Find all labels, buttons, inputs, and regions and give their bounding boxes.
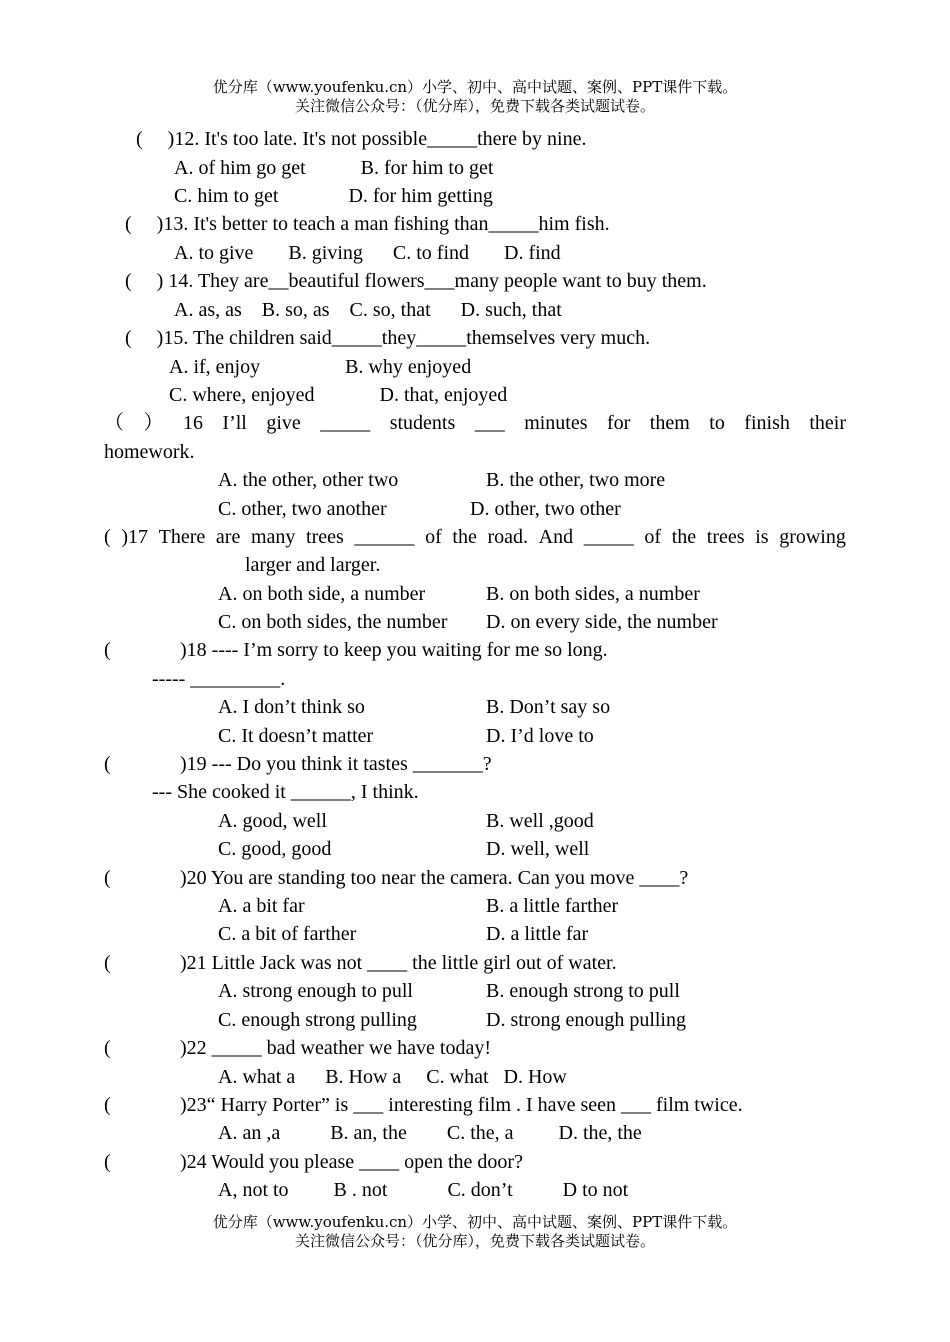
q15-stem: ( )15. The children said_____they_____themselves very much. [125, 327, 651, 349]
q17-word: trees [706, 526, 745, 548]
q19-reply: --- She cooked it ______, I think. [152, 781, 419, 803]
q16-word: _____ [320, 412, 371, 434]
q14-stem: ( ) 14. They are__beautiful flowers___many people want to buy them. [125, 270, 707, 292]
q23-stem: )23“ Harry Porter” is ___ interesting film . I have seen ___ film twice. [180, 1094, 743, 1116]
q21-option-a: A. strong enough to pull [218, 980, 413, 1002]
q20-option-b: B. a little farther [486, 895, 619, 917]
q17-word: many [250, 526, 296, 548]
q16-word: （ [104, 412, 124, 434]
q16-word: 16 [182, 412, 203, 434]
q21-stem: )21 Little Jack was not ____ the little girl out of water. [180, 952, 617, 974]
q17-word: is [755, 526, 769, 548]
q24-options: A, not to B . not C. don’t D to not [218, 1179, 629, 1201]
q17-stem-cont: larger and larger. [245, 554, 381, 576]
q18-option-b: B. Don’t say so [486, 696, 611, 718]
footer-line-2: 关注微信公众号：（优分库），免费下载各类试题试卷。 [294, 1232, 655, 1250]
q13-options: A. to give B. giving C. to find D. find [174, 242, 561, 264]
q16-stem [104, 411, 846, 435]
q24-stem: )24 Would you please ____ open the door? [180, 1151, 523, 1173]
q16-word: give [266, 412, 301, 434]
q23-paren: ( [104, 1094, 111, 1116]
q18-paren: ( [104, 639, 111, 661]
q19-option-c: C. good, good [218, 838, 332, 860]
q19-option-a: A. good, well [218, 810, 327, 832]
q17-word: growing [779, 526, 846, 548]
q16-word: their [809, 412, 846, 434]
q18-option-d: D. I’d love to [486, 725, 594, 747]
q17-stem [104, 525, 846, 549]
q24-paren: ( [104, 1151, 111, 1173]
q19-option-b: B. well ,good [486, 810, 594, 832]
q17-word: _____ [583, 526, 634, 548]
q16-word: to [709, 412, 725, 434]
q17-word: trees [306, 526, 344, 548]
q16-word: minutes [524, 412, 588, 434]
q21-paren: ( [104, 952, 111, 974]
q16-word: ___ [474, 412, 505, 434]
q16-option-a: A. the other, other two [218, 469, 399, 491]
q16-option-d: D. other, two other [470, 498, 621, 520]
q19-option-d: D. well, well [486, 838, 590, 860]
q17-option-d: D. on every side, the number [486, 611, 718, 633]
q17-word: )17 [121, 526, 148, 548]
q22-stem: )22 _____ bad weather we have today! [180, 1037, 491, 1059]
q13-stem: ( )13. It's better to teach a man fishing than_____him fish. [125, 213, 610, 235]
q15-options-2: C. where, enjoyed D. that, enjoyed [169, 384, 508, 406]
q23-options: A. an ,a B. an, the C. the, a D. the, the [218, 1122, 642, 1144]
q14-options: A. as, as B. so, as C. so, that D. such, that [174, 299, 562, 321]
q17-word: the [671, 526, 697, 548]
q15-options-1: A. if, enjoy B. why enjoyed [169, 356, 472, 378]
q17-word: of [425, 526, 442, 548]
q17-word: ( [104, 526, 111, 548]
q20-option-a: A. a bit far [218, 895, 305, 917]
q17-word: of [644, 526, 662, 548]
q20-option-d: D. a little far [486, 923, 589, 945]
q17-word: are [215, 526, 241, 548]
header-line-1: 优分库（www.youfenku.cn）小学、初中、高中试题、案例、PPT课件下载。 [212, 78, 738, 96]
q17-word: ______ [354, 526, 415, 548]
q20-option-c: C. a bit of farther [218, 923, 357, 945]
q18-option-c: C. It doesn’t matter [218, 725, 374, 747]
q21-option-c: C. enough strong pulling [218, 1009, 417, 1031]
q16-word: them [649, 412, 690, 434]
q20-stem: )20 You are standing too near the camera. Can you move ____? [180, 867, 689, 889]
q16-stem-cont: homework. [104, 441, 195, 463]
q17-word: the [452, 526, 477, 548]
q17-option-a: A. on both side, a number [218, 583, 426, 605]
q19-stem: )19 --- Do you think it tastes _______? [180, 753, 492, 775]
q12-stem: ( )12. It's too late. It's not possible_____there by nine. [136, 128, 587, 150]
q12-options-1: A. of him go get B. for him to get [174, 157, 494, 179]
q18-reply: ----- _________. [152, 668, 286, 690]
q17-word: road. [487, 526, 529, 548]
q16-word: students [389, 412, 456, 434]
footer-line-1: 优分库（www.youfenku.cn）小学、初中、高中试题、案例、PPT课件下载。 [212, 1213, 738, 1231]
q16-option-b: B. the other, two more [486, 469, 666, 491]
q17-option-b: B. on both sides, a number [486, 583, 700, 605]
q18-stem: )18 ---- I’m sorry to keep you waiting for me so long. [180, 639, 608, 661]
q12-options-2: C. him to get D. for him getting [174, 185, 493, 207]
q17-option-c: C. on both sides, the number [218, 611, 448, 633]
q21-option-b: B. enough strong to pull [486, 980, 680, 1002]
q16-word: for [607, 412, 631, 434]
q21-option-d: D. strong enough pulling [486, 1009, 686, 1031]
q16-option-c: C. other, two another [218, 498, 387, 520]
header-line-2: 关注微信公众号：（优分库），免费下载各类试题试卷。 [294, 97, 655, 115]
q22-options: A. what a B. How a C. what D. How [218, 1066, 567, 1088]
q16-word: I’ll [222, 412, 247, 434]
q17-word: And [538, 526, 574, 548]
q16-word: finish [744, 412, 790, 434]
q18-option-a: A. I don’t think so [218, 696, 365, 718]
q19-paren: ( [104, 753, 111, 775]
q17-word: There [158, 526, 206, 548]
q16-word: ） [143, 412, 164, 434]
q20-paren: ( [104, 867, 111, 889]
q22-paren: ( [104, 1037, 111, 1059]
